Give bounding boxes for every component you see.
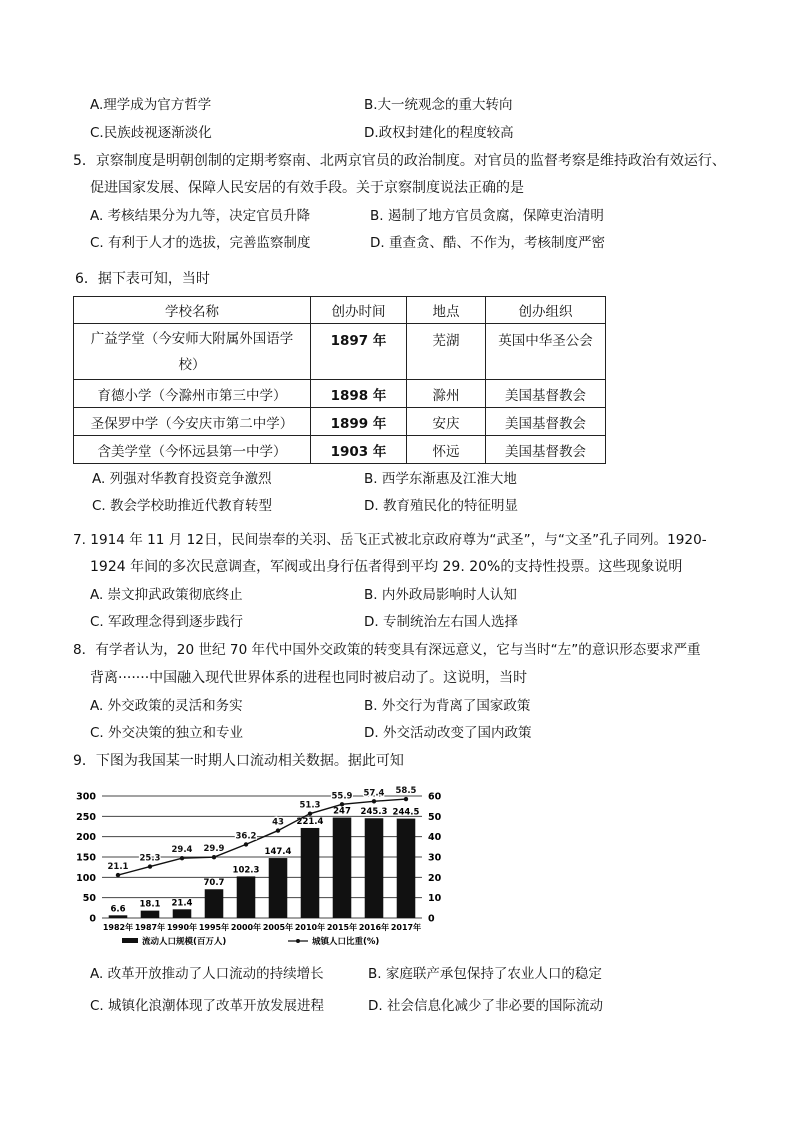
q6-option-a: A. 列强对华教育投资竞争激烈 <box>92 471 272 487</box>
table-cell-location: 怀远 <box>407 436 486 464</box>
bar-value-label: 245.3 <box>360 807 388 818</box>
line-value-label: 29.9 <box>203 844 225 855</box>
q8-option-b: B. 外交行为背离了国家政策 <box>364 698 531 714</box>
bar-value-label: 244.5 <box>392 807 420 818</box>
x-tick-label: 2000年 <box>230 923 262 932</box>
q8-option-a: A. 外交政策的灵活和务实 <box>90 698 243 714</box>
y-right-tick-label: 30 <box>428 852 442 864</box>
line-point <box>244 842 248 846</box>
table-row <box>74 324 606 380</box>
table-header: 地点 <box>407 297 486 324</box>
bar <box>333 818 352 918</box>
table-cell-location: 安庆 <box>407 408 486 436</box>
q9-option-a: A. 改革开放推动了人口流动的持续增长 <box>90 966 324 982</box>
bar <box>205 889 224 918</box>
legend-line-label: 城镇人口比重(%) <box>312 937 380 947</box>
q5-option-b: B. 遏制了地方官员贪腐，保障吏治清明 <box>370 208 604 224</box>
bar-value-label: 147.4 <box>264 847 292 858</box>
q6-option-c: C. 教会学校助推近代教育转型 <box>92 498 273 514</box>
q7-option-c: C. 军政理念得到逐步践行 <box>90 614 244 630</box>
q4-option-c: C.民族歧视逐渐淡化 <box>90 125 212 141</box>
table-cell-school: 育德小学（今滁州市第三中学） <box>74 380 311 408</box>
line-value-label: 21.1 <box>107 862 129 873</box>
table-cell-year: 1898 年 <box>311 380 407 408</box>
x-tick-label: 2017年 <box>390 923 422 932</box>
legend-line-marker <box>296 939 300 943</box>
table-cell-year: 1903 年 <box>311 436 407 464</box>
y-right-tick-label: 10 <box>428 893 442 905</box>
bar <box>397 819 416 918</box>
bar-value-label: 6.6 <box>110 904 126 915</box>
line-point <box>404 797 408 801</box>
y-right-tick-label: 0 <box>428 913 435 925</box>
line-point <box>276 828 280 832</box>
q5-option-a: A. 考核结果分为九等，决定官员升降 <box>90 208 311 224</box>
x-tick-label: 2015年 <box>326 923 358 932</box>
line-point <box>148 864 152 868</box>
q5-stem-line2: 促进国家发展、保障人民安居的有效手段。关于京察制度说法正确的是 <box>90 180 524 196</box>
q6-option-d: D. 教育殖民化的特征明显 <box>364 498 518 514</box>
legend-bar-swatch <box>122 938 138 943</box>
y-left-tick-label: 200 <box>76 832 96 844</box>
table-cell-year: 1897 年 <box>311 324 407 380</box>
bar <box>301 828 320 918</box>
bar <box>237 876 256 918</box>
table-cell-location: 芜湖 <box>407 324 486 380</box>
y-left-tick-label: 150 <box>76 852 96 864</box>
population-flow-chart <box>70 782 450 954</box>
table-cell-organization: 美国基督教会 <box>486 436 606 464</box>
table-cell-location: 滁州 <box>407 380 486 408</box>
table-cell-school <box>74 324 311 380</box>
q6-stem: 6．据下表可知，当时 <box>75 271 210 287</box>
bar-value-label: 221.4 <box>296 816 324 827</box>
line-value-label: 36.2 <box>235 831 257 842</box>
y-right-tick-label: 20 <box>428 872 442 884</box>
y-left-tick-label: 100 <box>76 872 96 884</box>
table-cell-organization: 美国基督教会 <box>486 408 606 436</box>
line-value-label: 43 <box>272 817 284 828</box>
q6-option-b: B. 西学东渐惠及江淮大地 <box>364 471 517 487</box>
bar-value-label: 247 <box>333 806 351 817</box>
bar <box>365 818 384 918</box>
q7-stem-line2: 1924 年间的多次民意调查，军阀或出身行伍者得到平均 29. 20%的支持性投票。这些现象说明 <box>90 559 683 575</box>
line-value-label: 58.5 <box>395 786 417 797</box>
line-point <box>340 802 344 806</box>
bar <box>269 858 288 918</box>
table-header-row <box>74 297 606 324</box>
q5-option-d: D. 重查贪、酷、不作为，考核制度严密 <box>370 235 605 251</box>
y-right-tick-label: 40 <box>428 832 442 844</box>
q7-option-a: A. 崇文抑武政策彻底终止 <box>90 587 243 603</box>
table-cell-year: 1899 年 <box>311 408 407 436</box>
q4-option-d: D.政权封建化的程度较高 <box>364 125 514 141</box>
q8-stem-line1: 8．有学者认为，20 世纪 70 年代中国外交政策的转变具有深远意义，它与当时“左”的意识形态要求严重 <box>73 642 701 658</box>
x-tick-label: 1990年 <box>166 923 198 932</box>
table-row <box>74 380 606 408</box>
table-cell-school: 含美学堂（今怀远县第一中学） <box>74 436 311 464</box>
x-tick-label: 1987年 <box>134 923 166 932</box>
y-left-tick-label: 50 <box>82 893 96 905</box>
bar <box>141 911 160 918</box>
school-name-line1: 广益学堂（今安师大附属外国语学 <box>90 330 294 347</box>
table-row <box>74 436 606 464</box>
table-header: 学校名称 <box>74 297 311 324</box>
q7-option-d: D. 专制统治左右国人选择 <box>364 614 518 630</box>
y-right-tick-label: 50 <box>428 811 442 823</box>
q7-option-b: B. 内外政局影响时人认知 <box>364 587 517 603</box>
y-right-tick-label: 60 <box>428 791 442 803</box>
line-value-label: 25.3 <box>139 853 161 864</box>
line-value-label: 57.4 <box>363 788 385 799</box>
q9-stem: 9．下图为我国某一时期人口流动相关数据。据此可知 <box>73 753 404 769</box>
bar-value-label: 21.4 <box>171 898 193 909</box>
school-table <box>73 296 606 464</box>
bar-value-label: 70.7 <box>203 878 225 889</box>
q4-option-a: A.理学成为官方哲学 <box>90 97 212 113</box>
x-tick-label: 1995年 <box>198 923 230 932</box>
bar <box>109 915 128 918</box>
bar-value-label: 18.1 <box>139 899 161 910</box>
q7-stem-line1: 7. 1914 年 11 月 12日，民间崇奉的关羽、岳飞正式被北京政府尊为“武圣”，与“文圣”孔子同列。1920- <box>73 532 707 548</box>
q5-option-c: C. 有利于人才的选拔，完善监察制度 <box>90 235 311 251</box>
table-cell-organization: 英国中华圣公会 <box>486 324 606 380</box>
table-cell-organization: 美国基督教会 <box>486 380 606 408</box>
q9-option-d: D. 社会信息化减少了非必要的国际流动 <box>368 998 603 1014</box>
line-point <box>308 811 312 815</box>
y-left-tick-label: 0 <box>89 913 96 925</box>
line-value-label: 51.3 <box>299 800 321 811</box>
q8-option-d: D. 外交活动改变了国内政策 <box>364 725 532 741</box>
x-tick-label: 2016年 <box>358 923 390 932</box>
y-left-tick-label: 300 <box>76 791 96 803</box>
bar <box>173 909 192 918</box>
line-value-label: 55.9 <box>331 791 353 802</box>
q9-option-c: C. 城镇化浪潮体现了改革开放发展进程 <box>90 998 325 1014</box>
y-left-tick-label: 250 <box>76 811 96 823</box>
line-point <box>180 856 184 860</box>
school-name-line2: 校） <box>178 356 206 373</box>
legend-bar-label: 流动人口规模(百万人) <box>142 937 227 947</box>
x-tick-label: 1982年 <box>102 923 134 932</box>
x-tick-label: 2010年 <box>294 923 326 932</box>
table-header: 创办组织 <box>486 297 606 324</box>
q8-stem-line2: 背离·······中国融入现代世界体系的进程也同时被启动了。这说明，当时 <box>90 670 528 686</box>
q8-option-c: C. 外交决策的独立和专业 <box>90 725 244 741</box>
x-tick-label: 2005年 <box>262 923 294 932</box>
line-point <box>372 799 376 803</box>
q9-option-b: B. 家庭联产承包保持了农业人口的稳定 <box>368 966 602 982</box>
line-point <box>116 873 120 877</box>
bar-value-label: 102.3 <box>232 865 260 876</box>
q4-option-b: B.大一统观念的重大转向 <box>364 97 513 113</box>
q5-stem-line1: 5．京察制度是明朝创制的定期考察南、北两京官员的政治制度。对官员的监督考察是维持政治有效运行、 <box>73 153 726 169</box>
table-header: 创办时间 <box>311 297 407 324</box>
line-value-label: 29.4 <box>171 845 193 856</box>
line-point <box>212 855 216 859</box>
table-cell-school: 圣保罗中学（今安庆市第二中学） <box>74 408 311 436</box>
table-row <box>74 408 606 436</box>
